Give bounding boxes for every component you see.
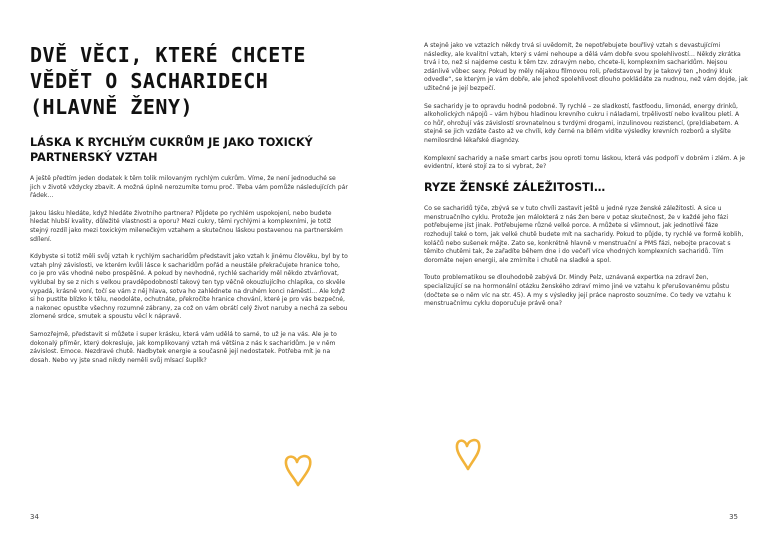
heart-outline-icon — [283, 452, 313, 488]
paragraph: Komplexní sacharidy a naše smart carbs jsou oproti tomu láskou, která vás podpoří v dobrém i zlém. A je evidentní, které stojí za to si vybrat, že? — [424, 154, 745, 171]
right-column — [424, 42, 748, 318]
page-number: 34 — [30, 513, 39, 521]
paragraph: Kdybyste si totiž měli svůj vztah k rychlým sacharidům představit jako vztah k jinému člověku, byl by to vztah plný závislosti, ve kterém kvůli lásce k sacharidům pořád a neustále překračujete hranice toho, co je pro vás vhodné nebo prospěšné. A pokud by nevhodné, rychlé sacharidy měl někdo ztvárňovat, vyklubal by se z nich s velkou pravděpodobností takový ten typ věčně okouzlujícího chlapíka, co skvěle vypadá, krásně voní, točí se vám z něj hlava, sotva ho zahlédnete na druhém konci náměstí… Ale když si ho pustíte blízko k tělu, neodoláte, ochutnáte, překročíte hranice chování, které je pro vás bezpečné, a nakonec opustíte všechny rozumné zábrany, za což on vám obrátí celý život naruby a nechá za sebou zlomené srdce, smutek a spoustu věcí k nápravě. — [30, 253, 348, 321]
paragraph: Jakou lásku hledáte, když hledáte životního partnera? Půjdete po rychlém uspokojení, nebo budete hledat hlubší kvality, důležité vlastnosti a oporu? Mezi cukry, těmi rychlými a komplexními, je totiž stejný rozdíl jako mezi toxickým milenečkým vztahem a skutečnou láskou postavenou na partnerském sdílení. — [30, 209, 343, 243]
paragraph: Se sacharidy je to opravdu hodně podobné. Ty rychlé – ze sladkostí, fastfoodu, limonád, energy drinků, alkoholických nápojů – vám hýbou hladinou krevního cukru i náladami, trpělivostí nebo kvalitou pletí. A co hůř, ohrožují vás závislostí srovnatelnou s tvrdými drogami, inzulinovou rezistencí, (pre)diabetem. A stejně se jich vzdáte často až ve chvíli, kdy černé na bílém vidíte výsledky krevních rozborů a slyšíte nemilosrdné lékařské diagnózy. — [424, 102, 740, 144]
section-heading-toxic-relationship: LÁSKA K RYCHLÝM CUKRŮM JE JAKO TOXICKÝ PARTNERSKÝ VZTAH — [30, 136, 313, 164]
left-column — [30, 136, 348, 374]
paragraph: Touto problematikou se dlouhodobě zabývá Dr. Mindy Pelz, uznávaná expertka na zdraví žen, specializující se na hormonální otázku ženského zdraví mimo jiné ve vztahu k přerušovanému půstu (dočtete se o něm víc na str. 45). A my s výsledky její práce naprosto souzníme. Co tedy ve vztahu k menstruačnímu cyklu doporučuje právě ona? — [424, 274, 731, 308]
paragraph: A stejně jako ve vztazích někdy trvá si uvědomit, že nepotřebujete bouřlivý vztah s devastujícími následky, ale kvalitní vztah, který s vámi nehoupe a dělá vám dobře svou spolehlivostí… Někdy zkrátka trvá i to, než si najdeme cestu k těm tzv. zdravým nebo, chcete-li, komplexním sacharidům. Nejsou zdánlivě vůbec sexy. Pokud by měly nějakou filmovou roli, představoval by je takový ten „hodný kluk odvedle“, se kterým je vám dobře, ale jehož spolehlivost dlouho pokládáte za nudnou, než vám dojde, jak užitečné je její bezpečí. — [424, 42, 748, 92]
right-page — [384, 0, 768, 542]
page-number: 35 — [729, 513, 738, 521]
paragraph: Samozřejmě, představit si můžete i super krásku, která vám udělá to samé, to už je na vás. Ale je to dokonalý příměr, který dokresluje, jak komplikovaný vztah má většina z nás k sacharidům. Je v něm závislost. Emoce. Nezdravé chutě. Nadbytek energie a současně její nedostatek. Potřeba mít je na dosah. Nebo vy jste snad nikdy neměli svůj mlsací šuplík? — [30, 330, 337, 364]
section-heading-female-matters: RYZE ŽENSKÉ ZÁLEŽITOSTI… — [424, 180, 606, 194]
paragraph: A ještě předtím jeden dodatek k těm tolik milovaným rychlým cukrům. Víme, že není jednoduché se jich v životě vždycky zbavit. A možná úplně nerozumíte tomu proč. Třeba vám pomůže následujících pár řádek… — [30, 175, 348, 200]
paragraph: Co se sacharidů týče, zbývá se v tuto chvíli zastavit ještě u jedné ryze ženské záležitosti. A sice u menstruačního cyklu. Protože jen málokterá z nás žen bere v potaz skutečnost, že v každé jeho fázi potřebujeme jíst jinak. Potřebujeme různé velké porce. A můžete si všimnout, jak jednotlivé fáze rozhodují také o tom, jak velké chutě budete mít na sacharidy. Pokud to půjde, ty rychlé ve formě koblih, koláčů nebo sušenek mějte. Zato se, konkrétně hlavně v menstruační a PMS fázi, nebojte pracovat s těmito chutěmi tak, že zařadíte během dne i do večeří více vhodných komplexních sacharidů. Tím doromáte nejen energii, ale zmírníte i chutě na sladké a spol. — [424, 205, 744, 264]
heart-outline-icon — [454, 436, 482, 472]
chapter-title: DVĚ VĚCI, KTERÉ CHCETE VĚDĚT O SACHARIDECH (HLAVNĚ ŽENY) — [30, 43, 306, 119]
